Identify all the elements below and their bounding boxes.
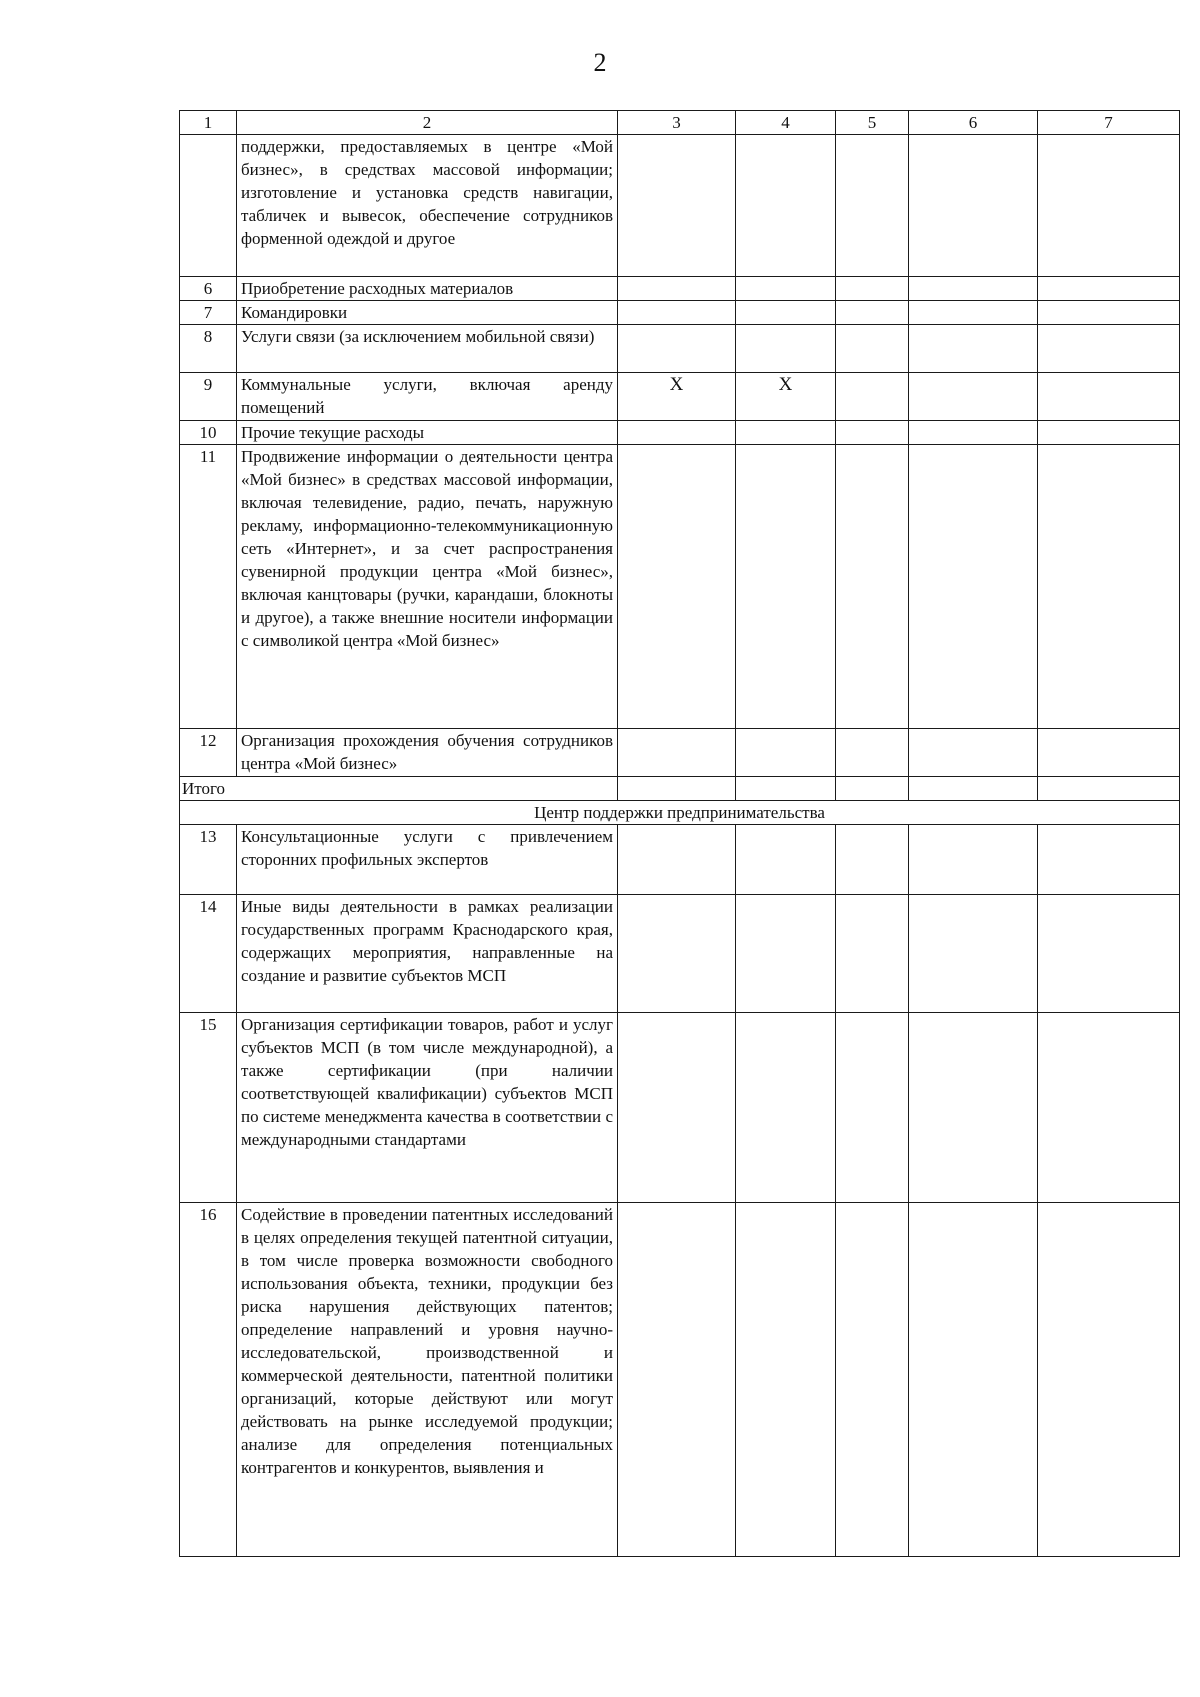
cell-col3 <box>618 325 736 373</box>
section-row <box>180 801 1180 825</box>
table-row <box>180 325 1180 373</box>
row-number: 13 <box>180 825 237 895</box>
cell-col3 <box>618 277 736 301</box>
cell-col7 <box>1038 895 1180 1013</box>
page-number: 2 <box>593 48 607 77</box>
row-number: 10 <box>180 421 237 445</box>
table-row <box>180 895 1180 1013</box>
header-cell: 6 <box>909 111 1038 135</box>
cell-col5 <box>836 373 909 421</box>
row-number: 6 <box>180 277 237 301</box>
cell-col7 <box>1038 277 1180 301</box>
cell-col6 <box>909 301 1038 325</box>
total-cell <box>909 777 1038 801</box>
cell-col5 <box>836 895 909 1013</box>
cell-col6 <box>909 825 1038 895</box>
header-cell: 3 <box>618 111 736 135</box>
cell-col6 <box>909 325 1038 373</box>
row-description: Организация прохождения обучения сотрудников центра «Мой бизнес» <box>237 729 618 777</box>
row-number <box>180 135 237 277</box>
row-description: Командировки <box>237 301 618 325</box>
total-cell <box>736 777 836 801</box>
cell-col7 <box>1038 729 1180 777</box>
table-row <box>180 1013 1180 1203</box>
cell-col4 <box>736 1013 836 1203</box>
table-row <box>180 825 1180 895</box>
cell-col7 <box>1038 1013 1180 1203</box>
cell-col5 <box>836 325 909 373</box>
table-row <box>180 445 1180 729</box>
total-label: Итого <box>180 777 618 801</box>
cell-col6 <box>909 1203 1038 1557</box>
cell-col4 <box>736 895 836 1013</box>
header-cell: 2 <box>237 111 618 135</box>
cell-col7 <box>1038 301 1180 325</box>
cell-col7 <box>1038 445 1180 729</box>
total-cell <box>618 777 736 801</box>
row-number: 16 <box>180 1203 237 1557</box>
row-description: Приобретение расходных материалов <box>237 277 618 301</box>
cell-col5 <box>836 277 909 301</box>
cell-col4 <box>736 825 836 895</box>
cell-col6 <box>909 1013 1038 1203</box>
cell-col5 <box>836 301 909 325</box>
cell-col7 <box>1038 1203 1180 1557</box>
cell-col3 <box>618 445 736 729</box>
section-title: Центр поддержки предпринимательства <box>180 801 1180 825</box>
cell-col4 <box>736 135 836 277</box>
cell-col5 <box>836 825 909 895</box>
table-row <box>180 135 1180 277</box>
row-description: Прочие текущие расходы <box>237 421 618 445</box>
table-row <box>180 277 1180 301</box>
cell-col5 <box>836 445 909 729</box>
cell-col4 <box>736 301 836 325</box>
cell-col4 <box>736 729 836 777</box>
row-number: 9 <box>180 373 237 421</box>
header-cell: 4 <box>736 111 836 135</box>
cell-col4 <box>736 325 836 373</box>
cell-col5 <box>836 135 909 277</box>
table-row <box>180 421 1180 445</box>
row-description: Услуги связи (за исключением мобильной связи) <box>237 325 618 373</box>
cell-col7 <box>1038 421 1180 445</box>
header-cell: 5 <box>836 111 909 135</box>
total-cell <box>1038 777 1180 801</box>
row-description: поддержки, предоставляемых в центре «Мой бизнес», в средствах массовой информации; изготовление и установка средств навигации, табличек и вывесок, обеспечение сотрудников форменной одеждой и другое <box>237 135 618 277</box>
cell-col3 <box>618 825 736 895</box>
cell-col6 <box>909 373 1038 421</box>
cell-col5 <box>836 729 909 777</box>
cell-col4: Х <box>736 373 836 421</box>
row-description: Консультационные услуги с привлечением сторонних профильных экспертов <box>237 825 618 895</box>
row-description: Организация сертификации товаров, работ и услуг субъектов МСП (в том числе международной), а также сертификации (при наличии соответствующей квалификации) субъектов МСП по системе менеджмента качества в соответствии с международными стандартами <box>237 1013 618 1203</box>
cell-col5 <box>836 421 909 445</box>
table-row <box>180 729 1180 777</box>
cell-col6 <box>909 135 1038 277</box>
cell-col6 <box>909 277 1038 301</box>
cell-col3 <box>618 301 736 325</box>
cell-col5 <box>836 1203 909 1557</box>
row-number: 7 <box>180 301 237 325</box>
cell-col5 <box>836 1013 909 1203</box>
row-number: 11 <box>180 445 237 729</box>
row-description: Коммунальные услуги, включая аренду помещений <box>237 373 618 421</box>
table-header-row <box>180 111 1180 135</box>
cell-col6 <box>909 421 1038 445</box>
cell-col3: Х <box>618 373 736 421</box>
cell-col4 <box>736 445 836 729</box>
cell-col7 <box>1038 825 1180 895</box>
table-row <box>180 1203 1180 1557</box>
cell-col3 <box>618 1013 736 1203</box>
cell-col3 <box>618 729 736 777</box>
cell-col4 <box>736 277 836 301</box>
cell-col7 <box>1038 135 1180 277</box>
row-description: Иные виды деятельности в рамках реализации государственных программ Краснодарского края, содержащих мероприятия, направленные на создание и развитие субъектов МСП <box>237 895 618 1013</box>
cell-col4 <box>736 421 836 445</box>
cell-col3 <box>618 1203 736 1557</box>
row-number: 14 <box>180 895 237 1013</box>
total-row <box>180 777 1180 801</box>
total-cell <box>836 777 909 801</box>
table-row <box>180 373 1180 421</box>
cell-col4 <box>736 1203 836 1557</box>
cell-col3 <box>618 421 736 445</box>
row-number: 8 <box>180 325 237 373</box>
row-number: 12 <box>180 729 237 777</box>
row-description: Содействие в проведении патентных исследований в целях определения текущей патентной ситуации, в том числе проверка возможности свободного использования объекта, техники, продукции без риска нарушения действующих патентов; определение направлений и уровня научно-исследовательской, производственной и коммерческой деятельности, патентной политики организаций, которые действуют или могут действовать на рынке исследуемой продукции; анализе для определения потенциальных контрагентов и конкурентов, выявления и <box>237 1203 618 1557</box>
header-cell: 7 <box>1038 111 1180 135</box>
table-row <box>180 301 1180 325</box>
row-description: Продвижение информации о деятельности центра «Мой бизнес» в средствах массовой информации, включая телевидение, радио, печать, наружную рекламу, информационно-телекоммуникационную сеть «Интернет», и за счет распространения сувенирной продукции центра «Мой бизнес», включая канцтовары (ручки, карандаши, блокноты и другое), а также внешние носители информации с символикой центра «Мой бизнес» <box>237 445 618 729</box>
cell-col3 <box>618 135 736 277</box>
cell-col6 <box>909 895 1038 1013</box>
cell-col7 <box>1038 373 1180 421</box>
cell-col6 <box>909 445 1038 729</box>
cell-col7 <box>1038 325 1180 373</box>
row-number: 15 <box>180 1013 237 1203</box>
expense-table <box>179 110 1180 1557</box>
cell-col3 <box>618 895 736 1013</box>
cell-col6 <box>909 729 1038 777</box>
header-cell: 1 <box>180 111 237 135</box>
